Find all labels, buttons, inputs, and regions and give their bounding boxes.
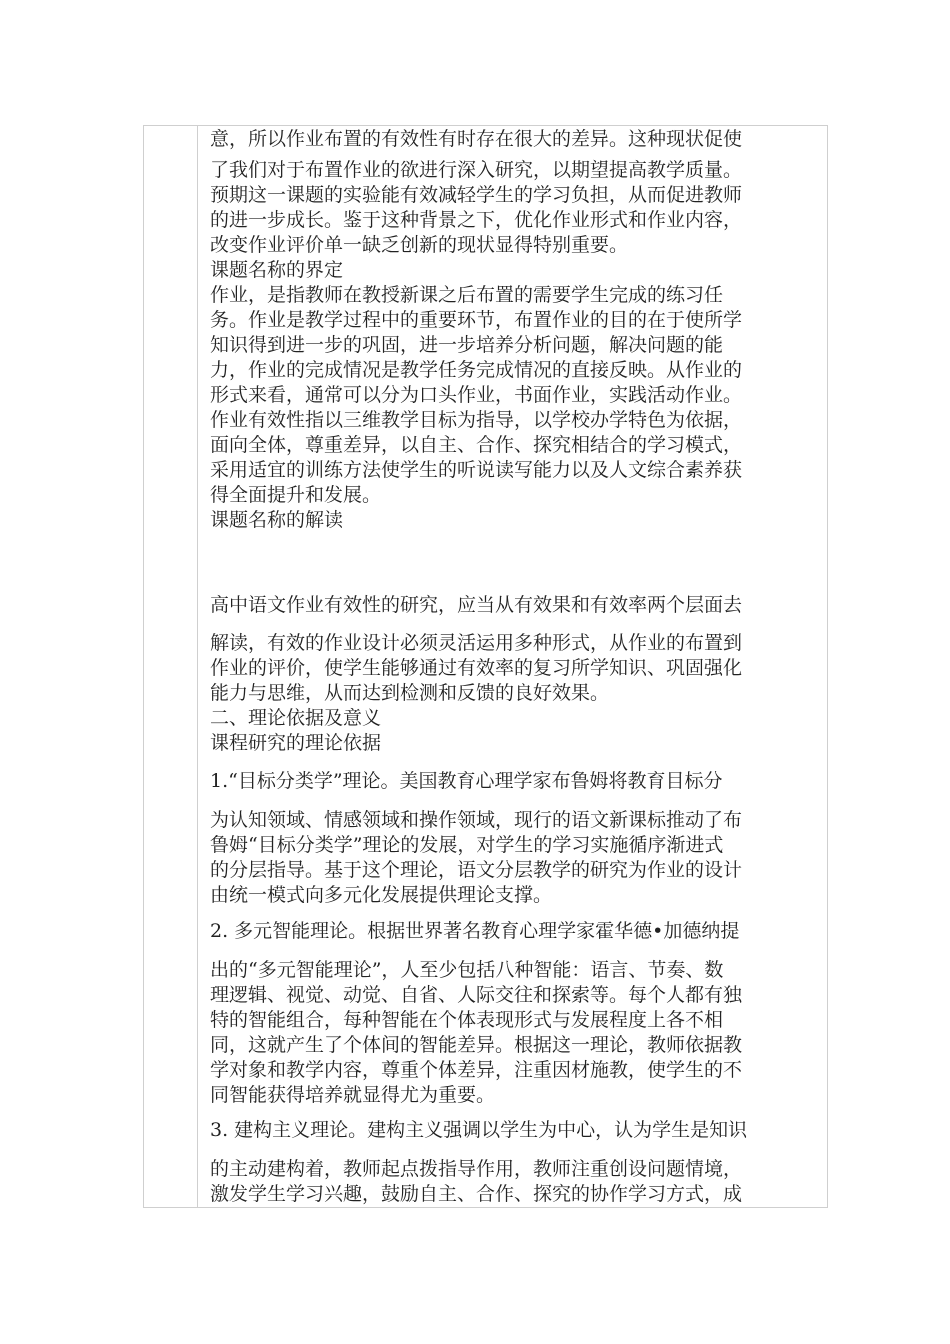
- text-line: 改变作业评价单一缺乏创新的现状显得特别重要。: [210, 234, 629, 256]
- text-line: 知识得到进一步的巩固，进一步培养分析问题，解决问题的能: [210, 334, 724, 356]
- section-heading: 课程研究的理论依据: [210, 732, 382, 754]
- text-line: 1.“目标分类学”理论。美国教育心理学家布鲁姆将教育目标分: [210, 770, 723, 792]
- text-line: 理逻辑、视觉、动觉、自省、人际交往和探索等。每个人都有独: [210, 984, 743, 1006]
- text-line: 作业，是指教师在教授新课之后布置的需要学生完成的练习任: [210, 284, 724, 306]
- text-line: 高中语文作业有效性的研究，应当从有效果和有效率两个层面去: [210, 594, 743, 616]
- text-line: 3. 建构主义理论。建构主义强调以学生为中心，认为学生是知识: [210, 1119, 748, 1141]
- text-line: 的进一步成长。鉴于这种背景之下，优化作业形式和作业内容，: [210, 209, 743, 231]
- text-line: 务。作业是教学过程中的重要环节，布置作业的目的在于使所学: [210, 309, 743, 331]
- text-line: 形式来看，通常可以分为口头作业，书面作业，实践活动作业。: [210, 384, 743, 406]
- text-line: 预期这一课题的实验能有效减轻学生的学习负担，从而促进教师: [210, 184, 743, 206]
- section-heading: 课题名称的解读: [210, 509, 344, 531]
- text-line: 的分层指导。基于这个理论，语文分层教学的研究为作业的设计: [210, 859, 743, 881]
- text-line: 激发学生学习兴趣，鼓励自主、合作、探究的协作学习方式，成: [210, 1183, 743, 1205]
- section-heading: 课题名称的界定: [210, 259, 344, 281]
- text-line: 出的“多元智能理论”，人至少包括八种智能：语言、节奏、数: [210, 959, 724, 981]
- text-line: 意，所以作业布置的有效性有时存在很大的差异。这种现状促使: [210, 128, 743, 150]
- text-line: 能力与思维，从而达到检测和反馈的良好效果。: [210, 682, 610, 704]
- text-line: 面向全体，尊重差异，以自主、合作、探究相结合的学习模式，: [210, 434, 743, 456]
- text-line: 鲁姆“目标分类学”理论的发展，对学生的学习实施循序渐进式: [210, 834, 724, 856]
- text-line: 的主动建构着，教师起点拨指导作用，教师注重创设问题情境，: [210, 1158, 743, 1180]
- text-line: 学对象和教学内容，尊重个体差异，注重因材施教，使学生的不: [210, 1059, 743, 1081]
- text-line: 了我们对于布置作业的欲进行深入研究，以期望提高教学质量。: [210, 159, 743, 181]
- text-line: 力，作业的完成情况是教学任务完成情况的直接反映。从作业的: [210, 359, 743, 381]
- section-heading: 二、理论依据及意义: [210, 707, 382, 729]
- text-line: 作业的评价，使学生能够通过有效率的复习所学知识、巩固强化: [210, 657, 743, 679]
- text-line: 由统一模式向多元化发展提供理论支撑。: [210, 884, 553, 906]
- text-line: 同智能获得培养就显得尤为重要。: [210, 1084, 496, 1106]
- text-line: 为认知领域、情感领域和操作领域，现行的语文新课标推动了布: [210, 809, 743, 831]
- text-line: 采用适宜的训练方法使学生的听说读写能力以及人文综合素养获: [210, 459, 743, 481]
- text-line: 作业有效性指以三维教学目标为指导，以学校办学特色为依据，: [210, 409, 743, 431]
- text-line: 解读，有效的作业设计必须灵活运用多种形式，从作业的布置到: [210, 632, 743, 654]
- text-line: 特的智能组合，每种智能在个体表现形式与发展程度上各不相: [210, 1009, 724, 1031]
- table-column-divider: [197, 125, 198, 1208]
- text-line: 2. 多元智能理论。根据世界著名教育心理学家霍华德•加德纳提: [210, 920, 740, 942]
- text-line: 同，这就产生了个体间的智能差异。根据这一理论，教师依据教: [210, 1034, 743, 1056]
- text-line: 得全面提升和发展。: [210, 484, 382, 506]
